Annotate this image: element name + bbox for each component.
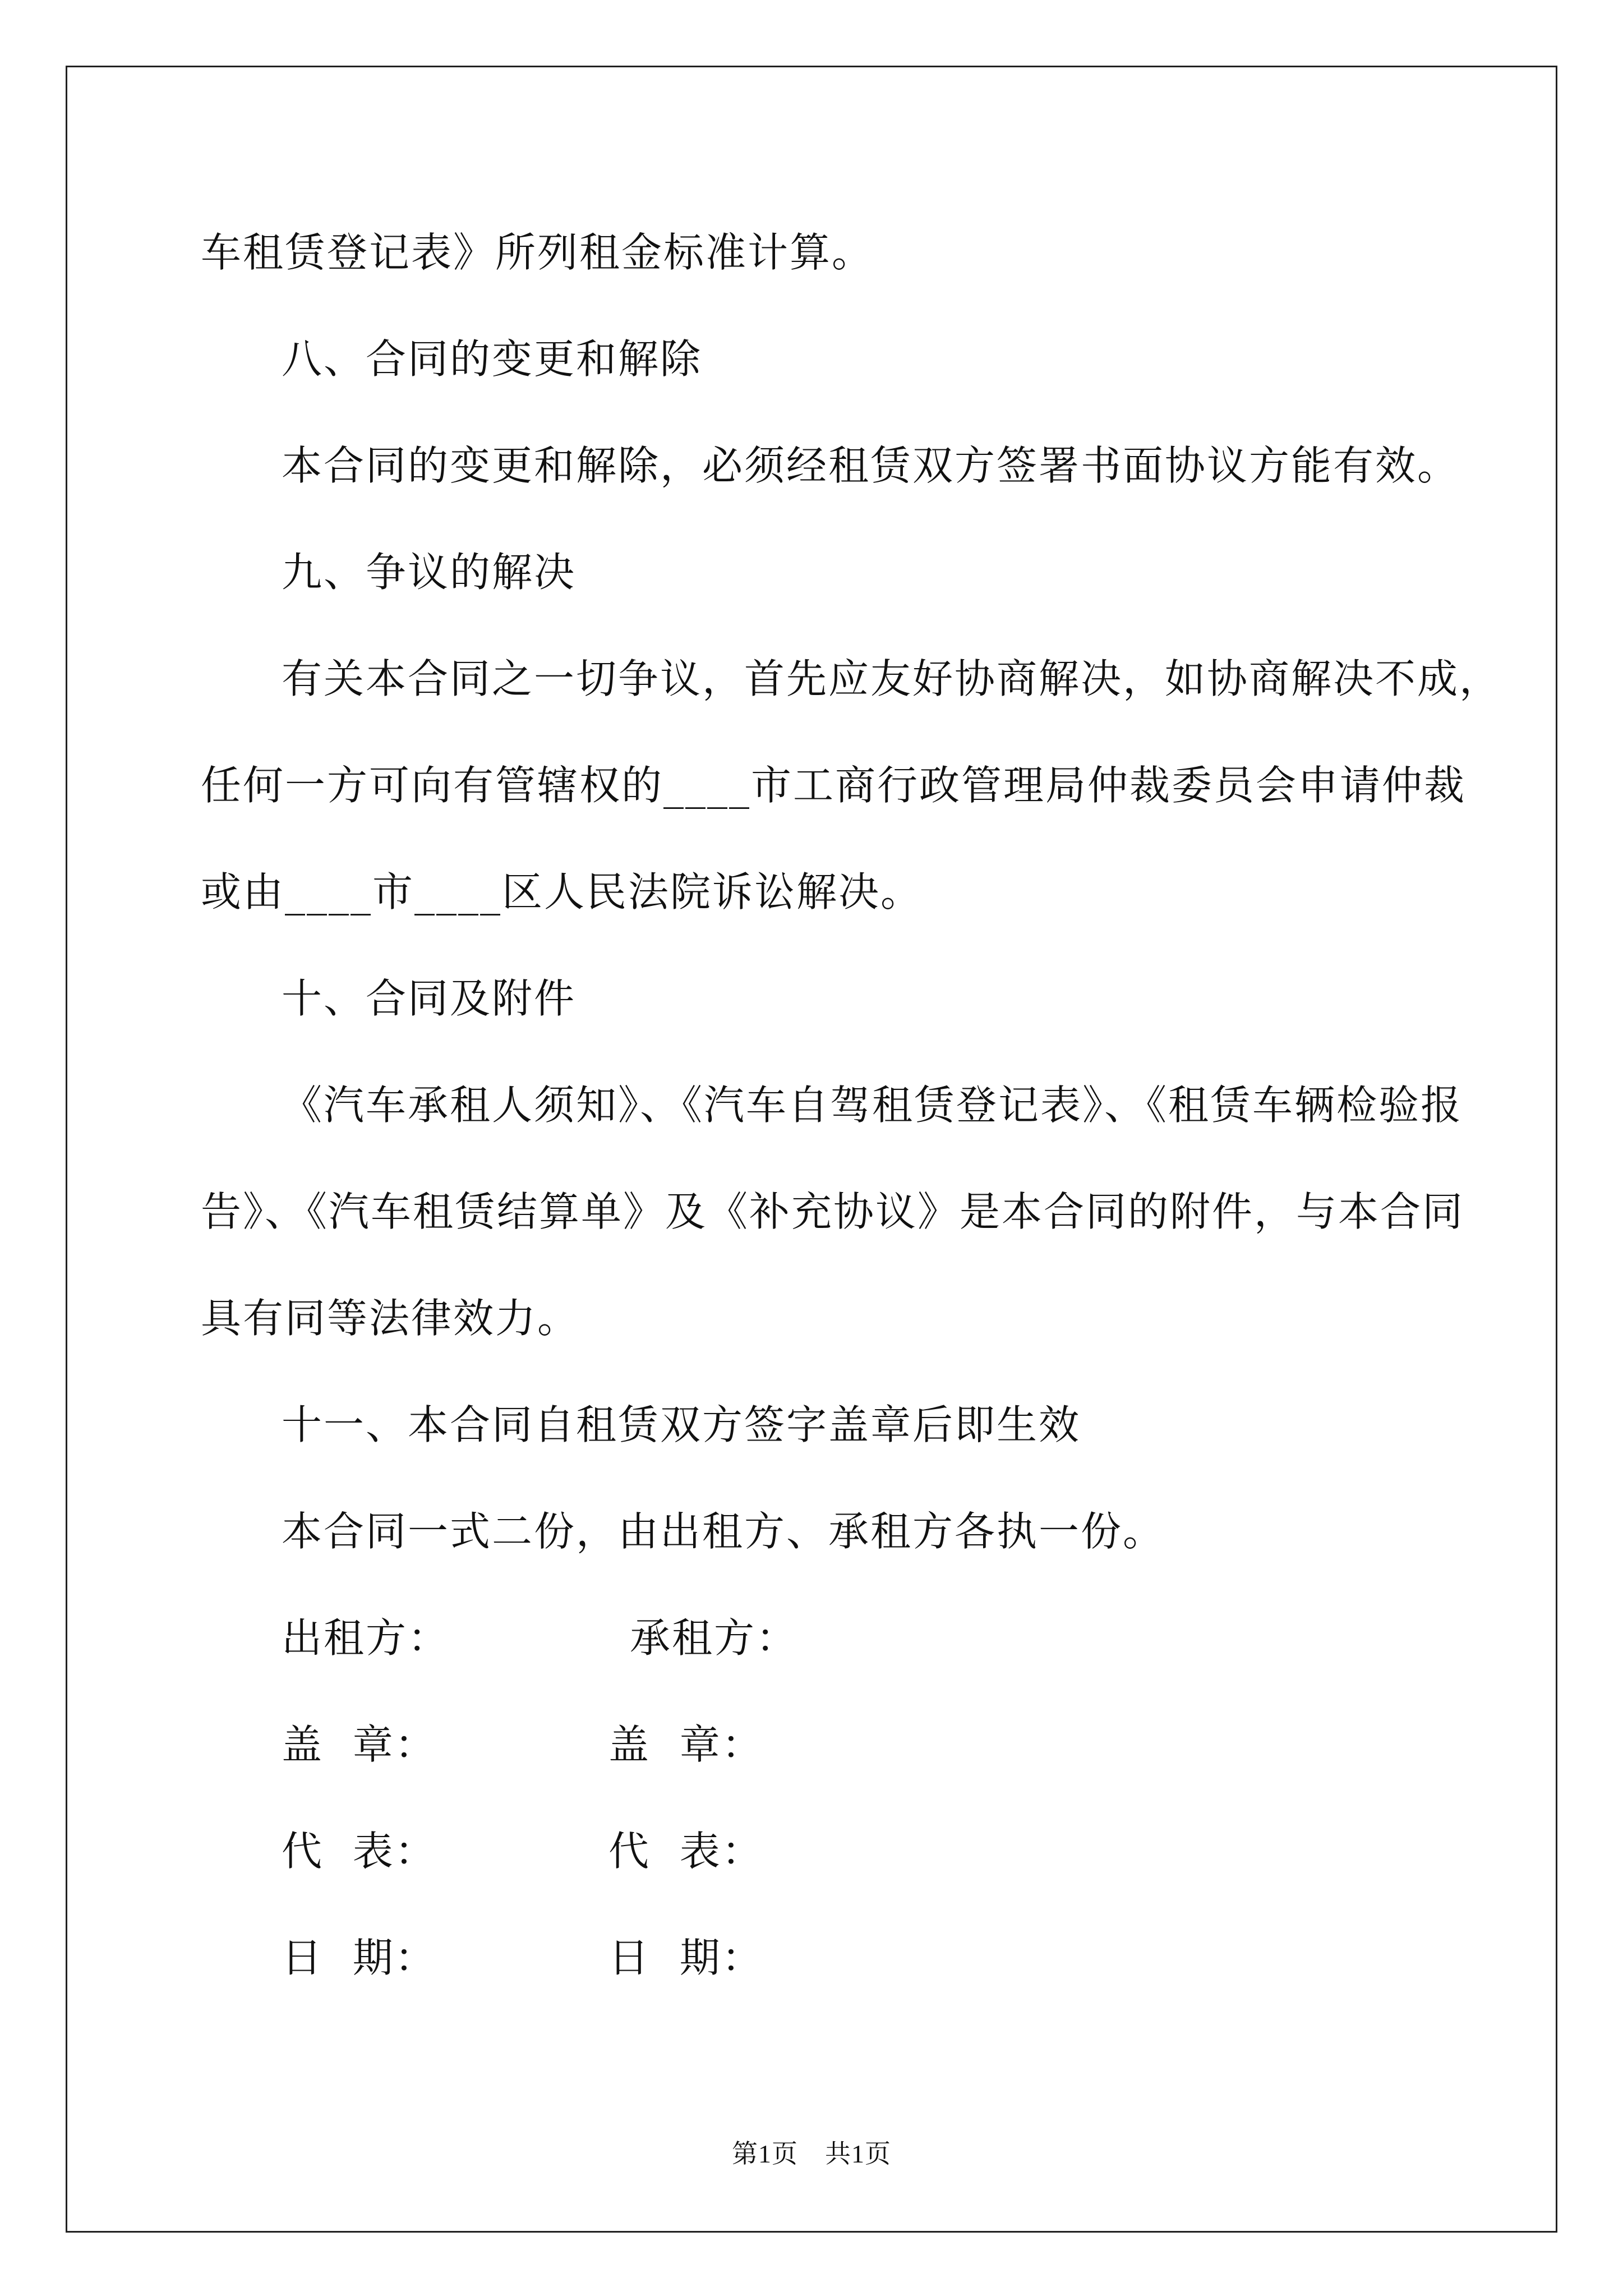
page-number-current: 第1页 xyxy=(732,2139,798,2168)
body-line-7: 或由____市____区人民法院诉讼解决。 xyxy=(201,868,923,915)
section-heading-10: 十、合同及附件 xyxy=(282,975,577,1022)
body-line-13: 本合同一式二份，由出租方、承租方各执一份。 xyxy=(282,1508,1165,1555)
representative-right-label: 代 表： xyxy=(608,1828,764,1875)
section-heading-8: 八、合同的变更和解除 xyxy=(282,335,703,383)
body-line-6: 任何一方可向有管辖权的____市工商行政管理局仲裁委员会申请仲裁 xyxy=(201,762,1467,809)
date-left-label: 日 期： xyxy=(282,1934,437,1981)
body-line-9: 《汽车承租人须知》、《汽车自驾租赁登记表》、《租赁车辆检验报 xyxy=(282,1082,1463,1129)
seal-right-label: 盖 章： xyxy=(608,1721,764,1768)
page-footer xyxy=(0,2137,1623,2171)
lessee-label: 承租方： xyxy=(630,1614,799,1662)
page-number-total: 共1页 xyxy=(825,2139,891,2168)
body-line-5: 有关本合同之一切争议，首先应友好协商解决，如协商解决不成， xyxy=(282,655,1502,702)
seal-left-label: 盖 章： xyxy=(282,1721,437,1768)
body-line-1: 车租赁登记表》所列租金标准计算。 xyxy=(201,229,874,276)
section-heading-11: 十一、本合同自租赁双方签字盖章后即生效 xyxy=(282,1401,1081,1448)
body-line-3: 本合同的变更和解除，必须经租赁双方签署书面协议方能有效。 xyxy=(282,442,1460,489)
date-right-label: 日 期： xyxy=(608,1934,764,1981)
body-line-11: 具有同等法律效力。 xyxy=(201,1295,580,1342)
section-heading-9: 九、争议的解决 xyxy=(282,549,577,596)
page-border xyxy=(66,66,1557,2233)
representative-left-label: 代 表： xyxy=(282,1828,437,1875)
body-line-10: 告》、《汽车租赁结算单》及《补充协议》是本合同的附件，与本合同 xyxy=(201,1188,1465,1235)
lessor-label: 出租方： xyxy=(282,1614,450,1662)
